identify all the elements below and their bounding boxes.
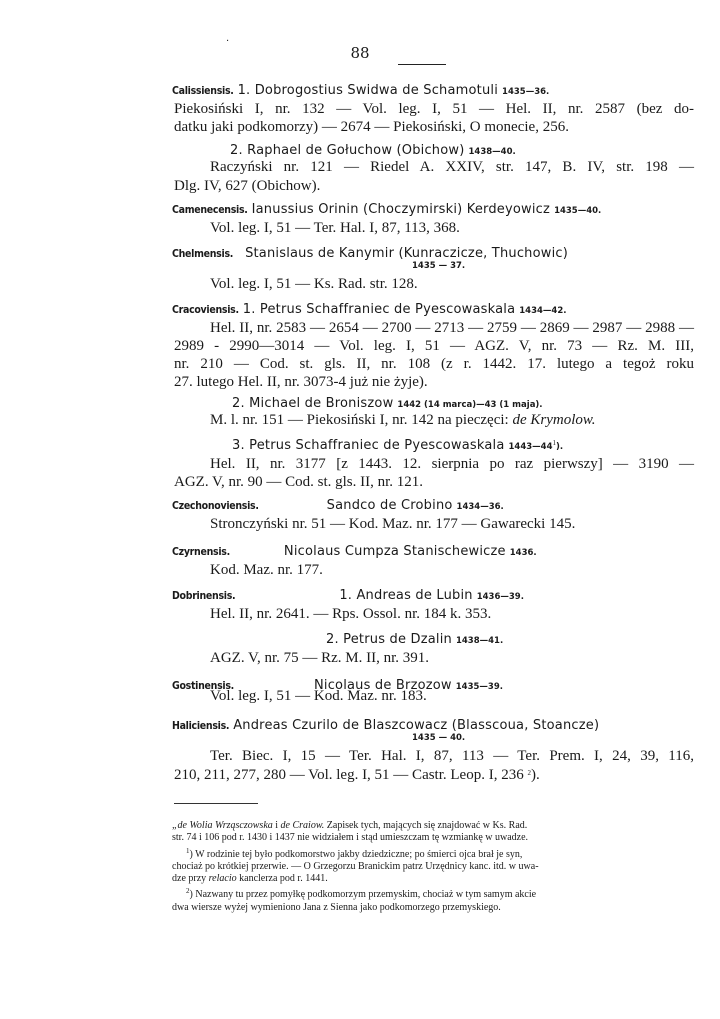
entry-reference: Raczyński nr. 121 — Riedel A. XXIV, str. 147, B. IV, str. 198 — [210,159,694,175]
entry-reference: Dlg. IV, 627 (Obichow). [174,178,321,194]
footnote-marker: 1 [552,439,556,447]
entry-years: 1438—41. [455,636,504,646]
entry-years: 1435—39. [455,682,503,692]
footnote-marker: 2 [527,769,531,777]
entry-key: Calissiensis. [172,85,234,97]
seal-inscription: de Krymolow. [512,412,596,428]
entry-reference: Stronczyński nr. 51 — Kod. Maz. nr. 177 — Gawarecki 145. [210,516,576,532]
entry-name: 1. Andreas de Lubin [339,588,473,603]
footnote-1: $^1$) W rodzinie tej było podkomorstwo jakby dziedziczne; po śmierci ojca brał je syn, [186,846,523,860]
entry-heading [172,300,566,318]
entry-name: Ianussius Orinin (Choczymirski) Kerdeyowicz [251,202,551,217]
entry-name: 2. Petrus de Dzalin [326,632,452,647]
entry-reference: Piekosiński I, nr. 132 — Vol. leg. I, 51 — Hel. II, nr. 2587 (bez do- [174,101,694,117]
entry-key: Dobrinensis. [172,590,236,602]
entry-years: 1436. [509,548,537,558]
footnote-intro: „de Wolia Wrząsczowska i de Craiow. Zapisek tych, mających się znajdować w Ks. Rad. [172,820,528,831]
entry-reference: Ter. Biec. I, 15 — Ter. Hal. I, 87, 113 — Ter. Prem. I, 24, 39, 116, [210,748,694,764]
entry-name: Sandco de Crobino [326,498,453,513]
entry-reference: 27. lutego Hel. II, nr. 3073-4 już nie żyje). [174,374,428,390]
entry-reference: datku jaki podkomorzy) — 2674 — Piekosiński, O monecie, 256. [174,119,569,135]
page-number: 88 [350,44,370,62]
entry-years: 1443—44 [508,442,553,452]
entry-heading [172,586,524,604]
entry-key: Czyrnensis. [172,546,230,558]
entry-years: 1435 — 37. [412,261,466,271]
footnote-1-line: chociaż po krótkiej przerwie. — O Grzegorzu Branickim patrz Urzędnicy kanc. itd. w uwa- [172,860,539,872]
entry-reference: M. l. nr. 151 — Piekosiński I, nr. 142 na pieczęci: de Krymolow. [210,412,596,428]
footnote-2-line: dwa wiersze wyżej wymieniono Jana z Sienna jako podkomorzego przemyskiego. [172,901,501,913]
entry-name: Nicolaus de Brzozow [313,678,452,693]
entry-name: 1. Dobrogostius Swidwa de Schamotuli [237,83,499,98]
entry-name: Stanislaus de Kanymir (Kunraczicze, Thuchowic) [245,246,569,261]
entry-years: 1436—39. [476,592,524,602]
entry-key: Cracoviensis. [172,304,239,316]
footnotes [172,820,695,914]
entry-heading [172,244,568,262]
entry-key: Czechonoviensis. [172,500,259,512]
entry-name: Nicolaus Cumpza Stanischewicze [283,544,506,559]
footnote-rule [174,803,258,804]
entry-key: Gostinensis. [172,680,234,692]
entry-reference: Vol. leg. I, 51 — Kod. Maz. nr. 183. [210,688,427,704]
entry-years: 1434—42. [519,306,567,316]
entry-years: 1434—36. [456,502,504,512]
entry-heading: 3. Petrus Schaffraniec de Pyescowaskala $1443—44^1$). [232,438,564,453]
page-number-rule [398,64,446,65]
entry-reference: Hel. II, nr. 2641. — Rps. Ossol. nr. 184 k. 353. [210,606,492,622]
entry-heading [172,81,549,99]
entry-years: 1435—36. [502,87,550,97]
entry-key: Haliciensis. [172,720,230,732]
entry-reference: Kod. Maz. nr. 177. [210,562,323,578]
entry-years: 1435 — 40. [412,733,466,743]
entry-reference: Hel. II, nr. 3177 [z 1443. 12. sierpnia po raz pierwszy] — 3190 — [210,456,694,472]
entry-name: 2. Michael de Broniszow [232,396,394,411]
footnote-2: $^2$) Nazwany tu przez pomyłkę podkomorzym przemyskim, chociaż w tym samym akcie [186,887,537,901]
entry-reference: AGZ. V, nr. 90 — Cod. st. gls. II, nr. 121. [174,474,424,490]
entry-heading [172,542,537,560]
entry-name: 1. Petrus Schaffraniec de Pyescowaskala [242,302,516,317]
entry-years: 1442 (14 marca)—43 (1 maja). [397,400,543,410]
footnote-1-line: dze przy relacio kanclerza pod r. 1441. [172,873,328,885]
entry-name: 3. Petrus Schaffraniec de Pyescowaskala [232,438,505,453]
entry-name: 2. Raphael de Gołuchow (Obichow) [230,143,465,158]
entry-reference: 2989 - 2990—3014 — Vol. leg. I, 51 — AGZ. V, nr. 73 — Rz. M. III, [174,338,694,354]
entry-heading [230,141,516,159]
entry-reference: nr. 210 — Cod. st. gls. II, nr. 108 (z r. 1442. 17. lutego a tegoż roku [174,356,694,372]
page-dot: · [226,36,230,47]
entry-heading [326,630,503,648]
entry-years: 1435—40. [554,206,602,216]
entry-reference: AGZ. V, nr. 75 — Rz. M. II, nr. 391. [210,650,430,666]
entry-key: Camenecensis. [172,204,248,216]
entry-heading [232,394,543,412]
entry-heading [172,200,601,218]
entry-key: Chelmensis. [172,248,234,260]
entry-name: Andreas Czurilo de Blaszcowacz (Blasscoua, Stoancze) [233,718,600,733]
entry-heading [172,716,599,734]
entry-reference: Vol. leg. I, 51 — Ks. Rad. str. 128. [210,276,418,292]
footnote-intro-line: str. 74 i 106 pod r. 1430 i 1437 nie widziałem i stąd umieszczam tę wzmiankę w uwadze. [172,832,529,844]
entry-heading [172,496,504,514]
entry-years: 1438—40. [468,147,516,157]
entry-reference: Hel. II, nr. 2583 — 2654 — 2700 — 2713 — 2759 — 2869 — 2987 — 2988 — [210,320,694,336]
entry-reference: Vol. leg. I, 51 — Ter. Hal. I, 87, 113, 368. [210,220,460,236]
entry-reference: 210, 211, 277, 280 — Vol. leg. I, 51 — Castr. Leop. I, 236 $^2$). [174,767,540,783]
